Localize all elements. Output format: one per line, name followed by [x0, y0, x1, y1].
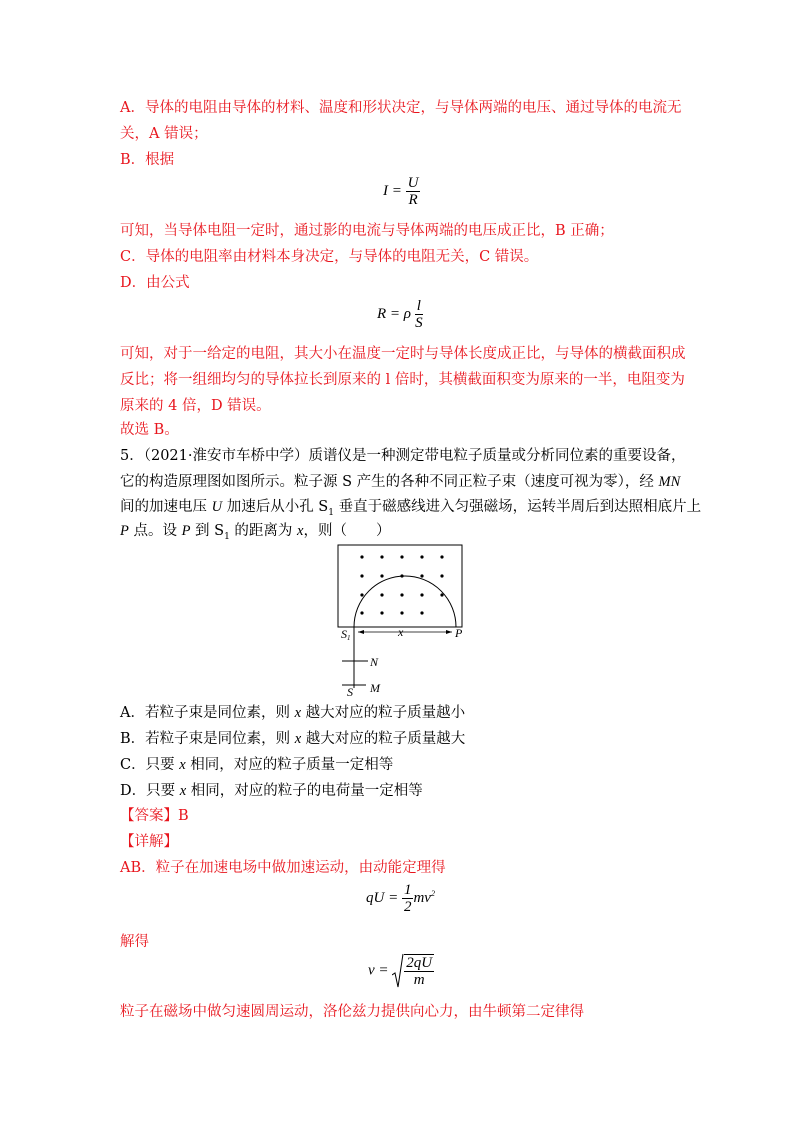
sqrt-sign: [392, 953, 404, 989]
option-d-explanation-line1: 可知，对于一给定的电阻，其大小在温度一定时与导体长度成正比，与导体的横截面积成: [120, 346, 686, 362]
option-d-explanation-line3: 原来的 4 倍，D 错误。: [120, 398, 271, 414]
option-b-explanation-conclusion: 可知，当导体电阻一定时，通过影的电流与导体两端的电压成正比，B 正确；: [120, 223, 614, 239]
option-a-explanation-line1: A．导体的电阻由导体的材料、温度和形状决定，与导体两端的电压、通过导体的电流无: [120, 100, 682, 116]
label-p: P: [455, 626, 463, 640]
option-a-explanation-line2: 关，A 错误；: [120, 126, 208, 142]
equation-resistance: R = ρ $\frac{l}{S}$: [377, 298, 423, 331]
option-b: B．若粒子束是同位素，则 x 越大对应的粒子质量越大: [120, 731, 466, 747]
label-s1: S1: [341, 627, 351, 642]
detail-label: 【详解】: [120, 834, 178, 850]
option-d: D．只要 x 相同，对应的粒子的电荷量一定相等: [120, 783, 423, 799]
option-b-explanation-intro: B．根据: [120, 152, 175, 168]
solve-label: 解得: [120, 934, 149, 950]
answer-label: 【答案】B: [120, 808, 189, 824]
label-m: M: [370, 681, 380, 695]
option-d-explanation-line2: 反比；将一组细均匀的导体拉长到原来的 l 倍时，其横截面积变为原来的一半，电阻变为: [120, 372, 685, 388]
option-d-explanation-intro: D．由公式: [120, 275, 190, 291]
distance-arrow-right-head: [446, 630, 452, 634]
question5-line4: P 点。设 P 到 $S_1$ 的距离为 x，则（ ）: [120, 523, 391, 542]
label-n: N: [370, 655, 379, 669]
ab-explanation: AB．粒子在加速电场中做加速运动，由动能定理得: [120, 860, 446, 876]
field-dots: [360, 555, 443, 614]
lorentz-force-line: 粒子在磁场中做匀速圆周运动，洛伦兹力提供向心力，由牛顿第二定律得: [120, 1004, 584, 1020]
option-c: C．只要 x 相同，对应的粒子质量一定相等: [120, 757, 394, 773]
label-x: x: [398, 625, 404, 639]
equation-kinetic-energy: qU = $\frac{1}{2}$ $mv^2$: [366, 882, 435, 915]
question5-line1: 5．（2021·淮安市车桥中学）质谱仪是一种测定带电粒子质量或分析同位素的重要设备，: [120, 448, 686, 464]
particle-trajectory: [354, 576, 456, 627]
label-s: S: [347, 685, 353, 698]
option-c-explanation: C．导体的电阻率由材料本身决定，与导体的电阻无关，C 错误。: [120, 249, 539, 265]
question5-line2: 它的构造原理图如图所示。粒子源 S 产生的各种不同正粒子束（速度可视为零），经 MN: [120, 474, 681, 490]
final-answer-line: 故选 B。: [120, 422, 179, 438]
option-a: A．若粒子束是同位素，则 x 越大对应的粒子质量越小: [120, 705, 466, 721]
mass-spectrometer-diagram: [330, 543, 470, 698]
equation-velocity: v = $\frac{2qU}{m}$: [368, 955, 433, 988]
equation-ohms-law: I = $\frac{U}{R}$: [383, 175, 419, 208]
question5-line3: 间的加速电压 U 加速后从小孔 $S_1$ 垂直于磁感线进入匀强磁场，运转半周后到达照相底片上: [120, 499, 702, 518]
distance-arrow-left-head: [358, 630, 364, 634]
